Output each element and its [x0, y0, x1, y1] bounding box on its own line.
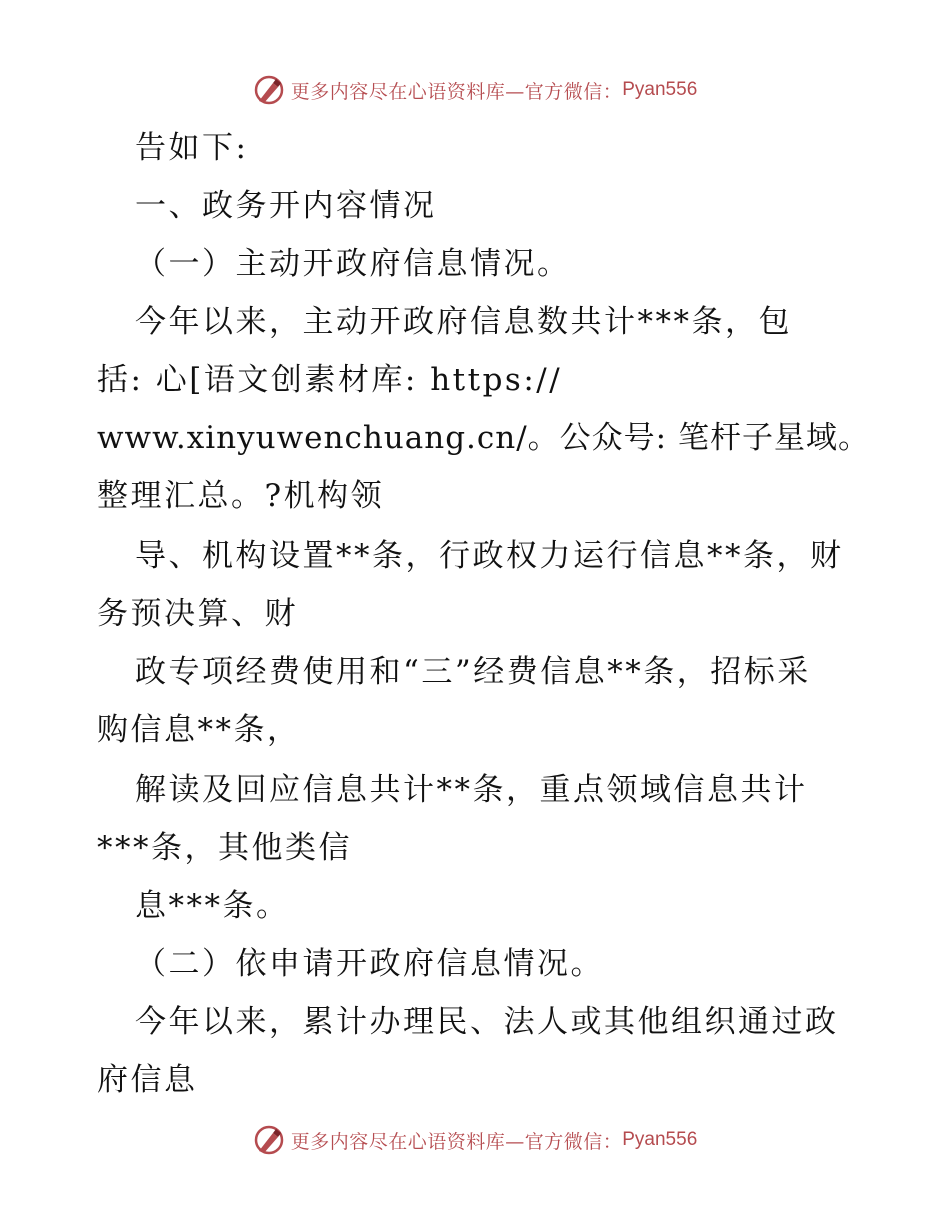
- text-line: 务预决算、财: [97, 596, 298, 632]
- text-line: （一）主动开政府信息情况。: [135, 246, 571, 282]
- pen-logo-icon: [253, 1124, 285, 1156]
- header-banner-text: 更多内容尽在心语资料库—官方微信：: [290, 80, 623, 103]
- text-line: 整理汇总。?机构领: [97, 478, 385, 514]
- text-line: 告如下:: [135, 130, 249, 166]
- text-line: 一、政务开内容情况: [135, 188, 437, 224]
- footer-banner-handle: Pyan556: [622, 1129, 698, 1150]
- header-banner-handle: Pyan556: [622, 79, 698, 100]
- text-line: 导、机构设置**条，行政权力运行信息**条，财: [135, 538, 844, 574]
- text-line: 政专项经费使用和“三”经费信息**条，招标采: [135, 654, 811, 690]
- text-line: ***条，其他类信: [97, 830, 352, 866]
- footer-banner-text: 更多内容尽在心语资料库—官方微信：: [290, 1130, 623, 1153]
- text-line: 括: 心[语文创素材库: https://: [97, 362, 563, 398]
- text-line: 今年以来，主动开政府信息数共计***条，包: [135, 304, 792, 340]
- text-line: 府信息: [97, 1062, 198, 1098]
- text-line: 购信息**条，: [97, 712, 301, 748]
- text-line: 息***条。: [135, 888, 290, 924]
- footer-banner: [0, 1120, 950, 1160]
- text-line: www.xinyuwenchuang.cn/。公众号: 笔杆子星域。: [97, 420, 870, 456]
- text-line: 今年以来，累计办理民、法人或其他组织通过政: [135, 1004, 839, 1040]
- text-line: 解读及回应信息共计**条，重点领域信息共计: [135, 772, 808, 808]
- text-line: （二）依申请开政府信息情况。: [135, 946, 604, 982]
